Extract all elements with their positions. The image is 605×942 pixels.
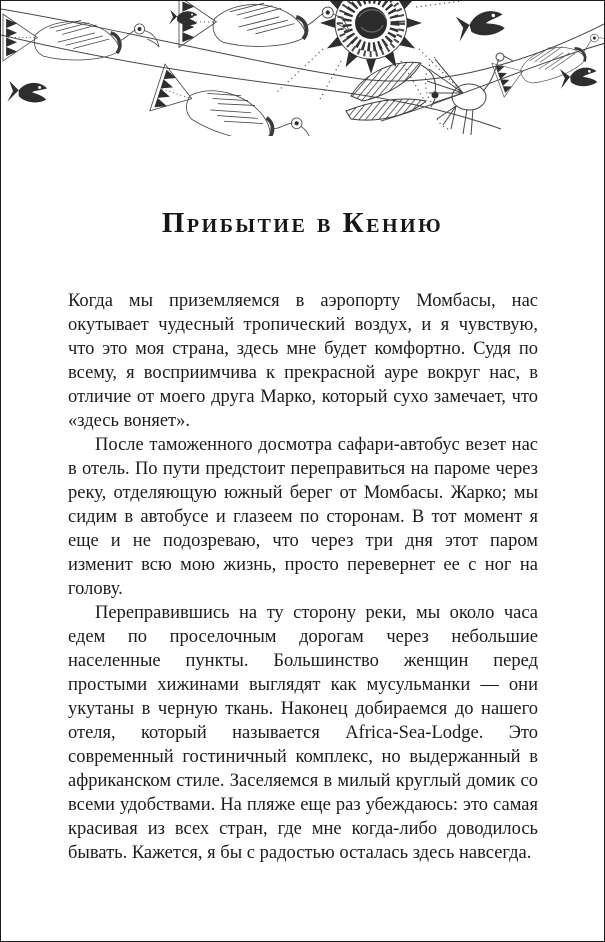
fish-icon [558, 64, 598, 90]
fish-icon [7, 81, 47, 103]
fish-icon [453, 5, 506, 42]
ibis-bird-icon [3, 14, 159, 61]
hatched-bird-icon [346, 62, 439, 120]
ibis-bird-icon [179, 1, 349, 47]
paragraph: После таможенного досмотра сафари-автобус везет нас в отель. По пути предстоит переправиться на пароме через реку, отделяющую южный берег от Момбасы. Жарко; мы сидим в автобусе и глазеем по сторонам. В тот момент я еще и не подозреваю, что через три дня этот паром изменит всю мою жизнь, просто перевернет ее с ног на голову. [68, 435, 538, 599]
chapter-body [68, 289, 538, 865]
paragraph: Когда мы приземляемся в аэропорту Момбасы, нас окутывает чудесный тропический воздух, и я чувствую, что это моя страна, здесь мне будет комфортно. Судя по всему, я восприимчива к прекрасной ауре вокруг нас, в отличие от моего друга Марко, который сухо замечает, что «здесь воняет». [68, 291, 538, 431]
ibis-bird-icon [492, 22, 605, 97]
chapter-title: Прибытие в Кению [161, 207, 444, 239]
header-illustration [1, 1, 604, 136]
paragraph: Переправившись на ту сторону реки, мы около часа едем по проселочным дорогам через небольшие населенные пункты. Большинство женщин перед простыми хижинами выглядят как мусульманки — они укутаны в черную ткань. Наконец добираемся до нашего отеля, который называется Africa-Sea-Lodge. Это современный гостиничный комплекс, но выдержанный в африканском стиле. Заселяемся в милый круглый домик со всеми удобствами. На пляже еще раз убеждаюсь: это самая красивая из всех стран, где мне когда-либо доводилось бывать. Кажется, я бы с радостью осталась здесь навсегда. [68, 603, 538, 863]
